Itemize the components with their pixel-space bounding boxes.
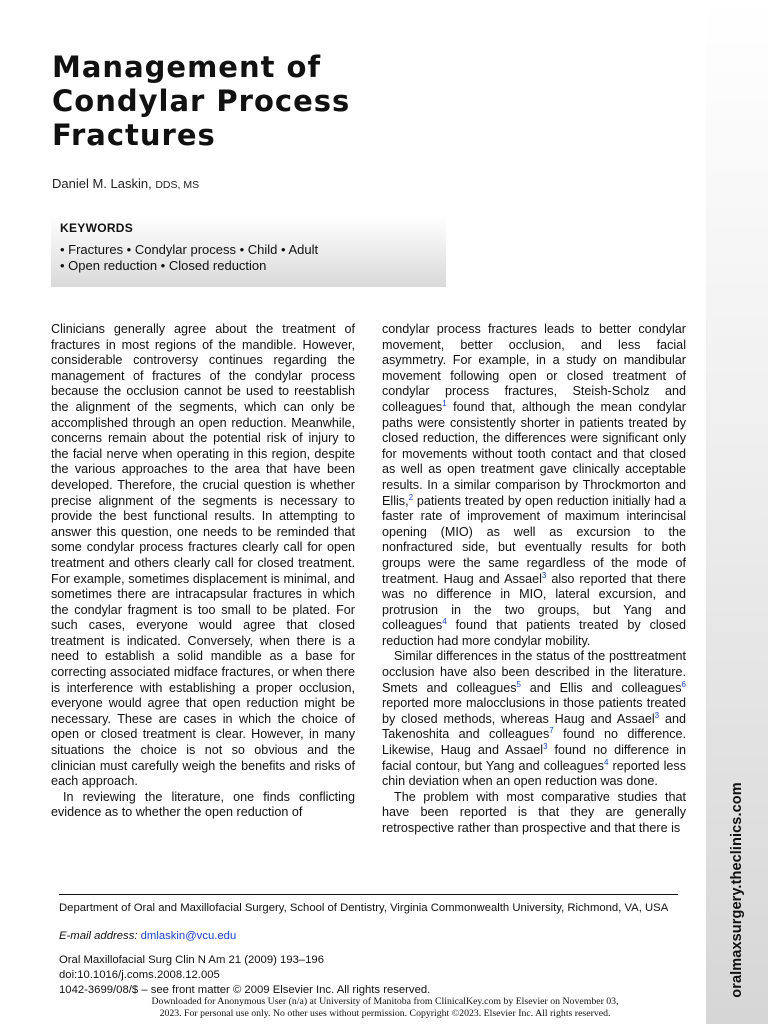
reference-link[interactable]: 2 — [408, 492, 414, 502]
journal-url: oralmaxsurgery.theclinics.com — [729, 782, 745, 998]
email-label: E-mail address: — [59, 930, 138, 942]
body-column-right — [382, 322, 686, 837]
author-credentials: DDS, MS — [155, 179, 200, 191]
email-link[interactable]: dmlaskin@vcu.edu — [140, 930, 237, 942]
body-paragraph: The problem with most comparative studies that have been reported is that they are generally retrospective rather than prospective and that there is — [382, 789, 686, 835]
reference-link[interactable]: 7 — [549, 726, 554, 736]
reference-link[interactable]: 1 — [442, 398, 447, 408]
body-paragraph: Clinicians generally agree about the treatment of fractures in most regions of the mandible. However, considerable controversy continues regarding the management of fractures of the condylar process because the occlusion cannot be used to reestablish the alignment of the segments, which can only be accomplished through an open reduction. Meanwhile, concerns remain about the potential risk of injury to the facial nerve when operating in this region, despite the various approaches to the area that have been developed. Therefore, the crucial question is whether precise alignment of the segments is necessary to provide the best functional results. In attempting to answer this question, one needs to be reminded that some condylar process fractures clearly call for open treatment and others clearly call for closed treatment. For example, sometimes displacement is minimal, and sometimes there are intracapsular fractures in which the condylar fragment is too small to be plated. For such cases, everyone would agree that closed treatment is indicated. Conversely, when there is a need to establish a solid mandible as a base for correcting associated midface fractures, or when there is interference with establishing a proper occlusion, everyone would agree that open reduction might be necessary. These are cases in which the choice of open or closed treatment is clear. However, in many situations the choice is not so obvious and the clinician must carefully weigh the benefits and risks of each approach. — [51, 322, 355, 789]
keywords-line: • Open reduction • Closed reduction — [60, 258, 267, 273]
footnote-divider — [59, 894, 678, 895]
download-notice: 2023. For personal use only. No other uses without permission. Copyright ©2023. Elsevier Inc. All rights reserved. — [159, 1008, 611, 1019]
article-title: Management of Condylar Process Fractures — [52, 50, 351, 152]
email-line — [59, 930, 236, 942]
affiliation-text: Department of Oral and Maxillofacial Surgery, School of Dentistry, Virginia Commonwealth University, Richmond, VA, USA — [59, 902, 669, 914]
keywords-box — [51, 216, 446, 287]
body-paragraph: condylar process fractures leads to better condylar movement, better occlusion, and less facial asymmetry. For example, in a study on mandibular movement following open or closed treatment of condylar process fractures, Steish-Scholz and colleagues$^1$ found that, although the mean condylar paths were consistently shorter in patients treated by closed reduction, the differences were significant only for movements without tooth contact and that closed as well as open treatment gave clinically acceptable results. In a similar comparison by Throckmorton and Ellis,$^2$ patients treated by open reduction initially had a faster rate of improvement of maximum interincisal opening (MIO) as well as excursion to the nonfractured side, but eventually results for both groups were the same regardless of the mode of treatment. Haug and Assael$^3$ also reported that there was no difference in MIO, lateral excursion, and protrusion in the two groups, but Yang and colleagues$^4$ found that patients treated by closed reduction had more condylar mobility. — [382, 322, 687, 648]
reference-link[interactable]: 4 — [603, 757, 609, 767]
body-paragraph: In reviewing the literature, one finds conflicting evidence as to whether the open reduction of — [51, 789, 355, 820]
reference-link[interactable]: 3 — [541, 570, 547, 580]
reference-link[interactable]: 3 — [543, 741, 548, 751]
download-notice: Downloaded for Anonymous User (n/a) at University of Manitoba from ClinicalKey.com by Elsevier on November 03, — [151, 996, 619, 1007]
doi-text: doi:10.1016/j.coms.2008.12.005 — [59, 969, 220, 981]
author-name: Daniel M. Laskin, — [52, 176, 152, 191]
reference-link[interactable]: 4 — [442, 617, 447, 627]
journal-citation: Oral Maxillofacial Surg Clin N Am 21 (2009) 193–196 — [59, 954, 324, 966]
reference-link[interactable]: 3 — [654, 710, 660, 720]
reference-link[interactable]: 6 — [681, 679, 686, 689]
author-line — [52, 176, 199, 191]
keywords-heading: KEYWORDS — [60, 221, 134, 235]
body-paragraph: Similar differences in the status of the posttreatment occlusion have also been described in the literature. Smets and colleagues$^5$ and Ellis and colleagues$^6$ reported more malocclusions in those patients treated by closed methods, whereas Haug and Assael$^3$ and Takenoshita and colleagues$^7$ found no difference. Likewise, Haug and Assael$^3$ found no difference in facial contour, but Yang and colleagues$^4$ reported less chin deviation when an open reduction was done. — [382, 649, 687, 789]
reference-link[interactable]: 5 — [516, 679, 521, 689]
keywords-line: • Fractures • Condylar process • Child • Adult — [60, 242, 319, 257]
body-column-left — [51, 322, 355, 821]
copyright-text: 1042-3699/08/$ – see front matter © 2009 Elsevier Inc. All rights reserved. — [59, 984, 431, 996]
